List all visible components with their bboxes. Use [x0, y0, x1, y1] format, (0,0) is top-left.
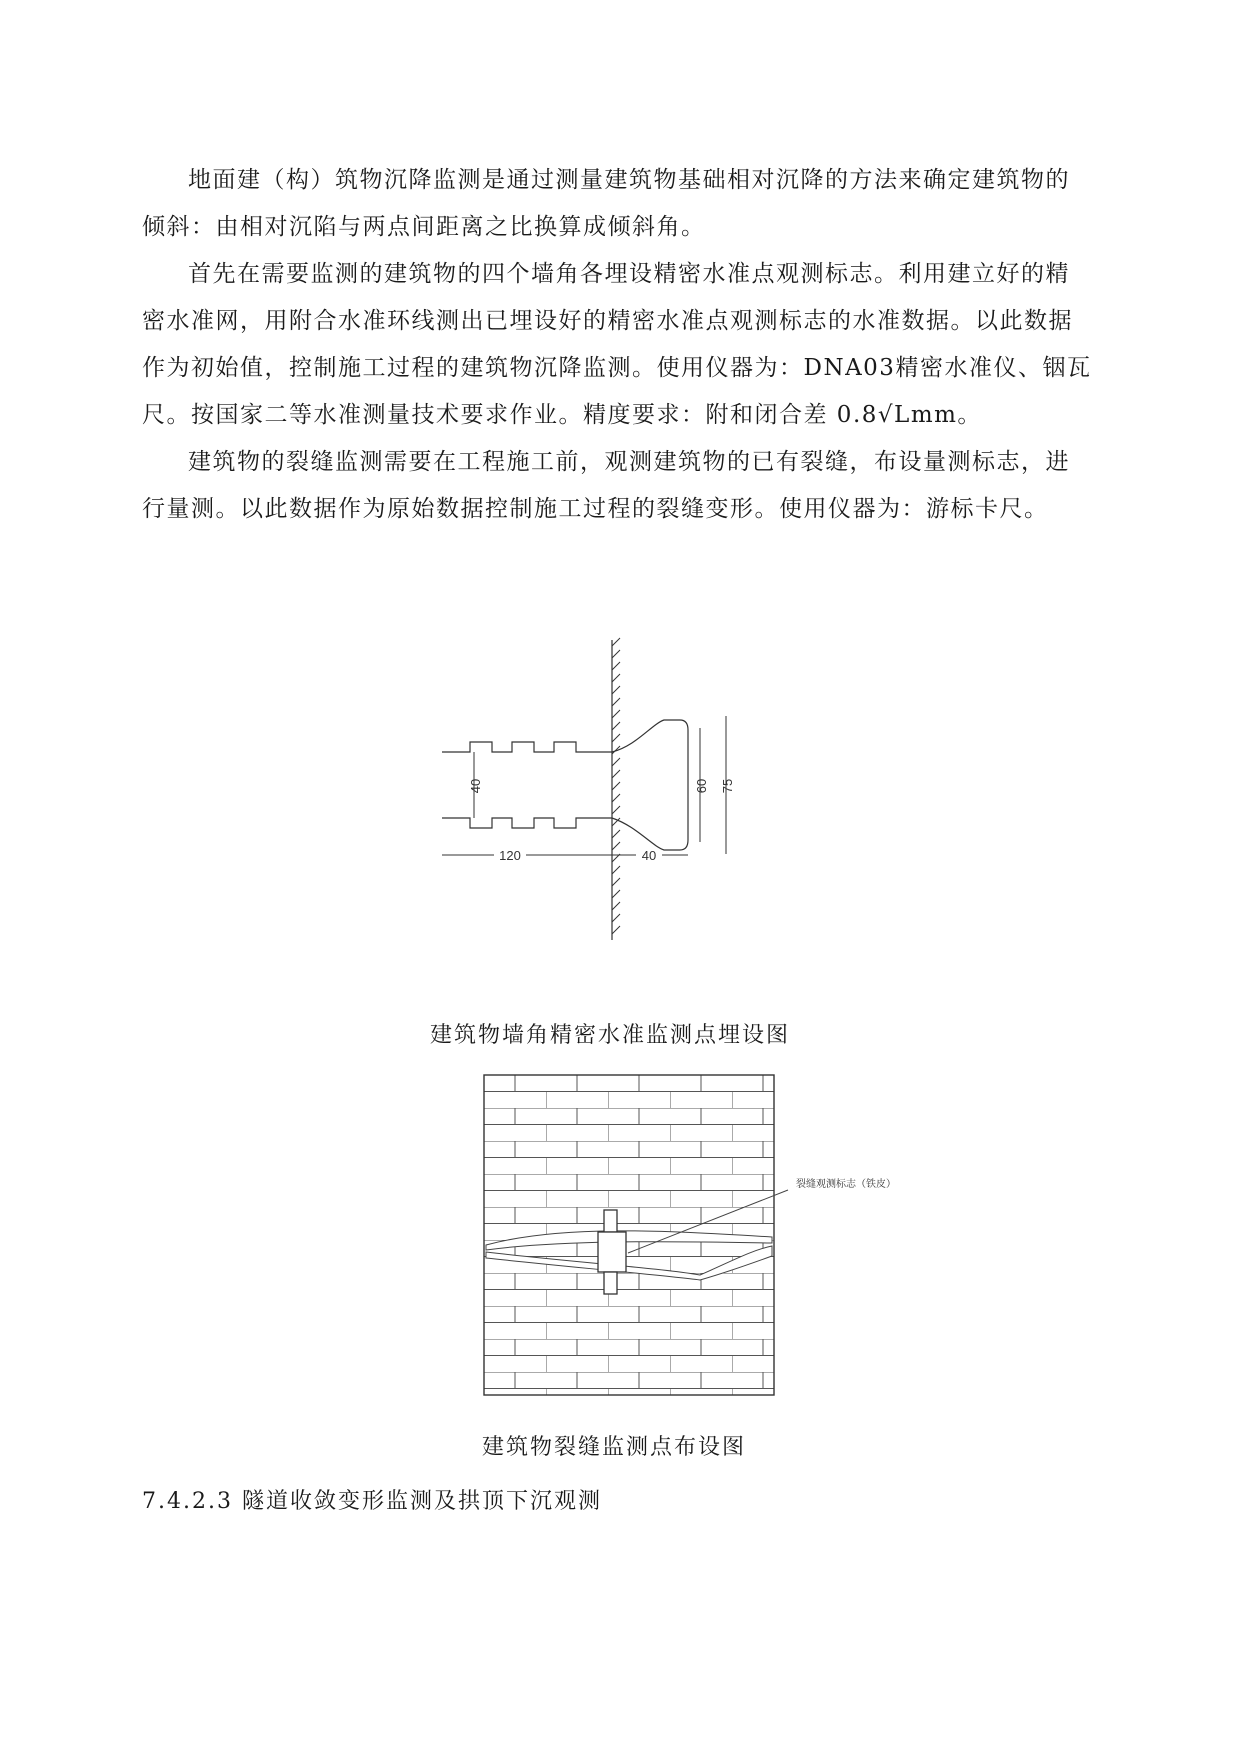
rod-bottom-edge	[442, 818, 612, 828]
rod-top-edge	[442, 742, 612, 752]
paragraph-line: 密水准网，用附合水准环线测出已埋设好的精密水准点观测标志的水准数据。以此数据	[142, 308, 1073, 334]
dim-label-120: 120	[499, 848, 521, 863]
paragraph-line: 地面建（构）筑物沉降监测是通过测量建筑物基础相对沉降的方法来确定建筑物的	[188, 167, 1070, 193]
wall-hatch	[612, 638, 620, 934]
marker-label: 裂缝观测标志（铁皮）	[796, 1179, 896, 1190]
paragraph-line: 首先在需要监测的建筑物的四个墙角各埋设精密水准点观测标志。利用建立好的精	[188, 261, 1070, 287]
marker-leader-line	[628, 1190, 788, 1253]
dim-label-75: 75	[720, 778, 735, 794]
crack-lower	[486, 1246, 772, 1280]
paragraph-line: 尺。按国家二等水准测量技术要求作业。精度要求：附和闭合差 0.8√Lmm。	[142, 402, 982, 428]
paragraph-line: 作为初始值，控制施工过程的建筑物沉降监测。使用仪器为：DNA03精密水准仪、铟瓦	[142, 355, 1092, 381]
dim-label-40-left: 40	[468, 778, 483, 794]
figure2-caption: 建筑物裂缝监测点布设图	[482, 1435, 747, 1460]
paragraph-settlement-intro	[142, 157, 1102, 251]
crack-upper	[486, 1231, 772, 1250]
brick-wall	[484, 1075, 774, 1395]
dim-label-40-bottom: 40	[641, 848, 657, 863]
paragraph-crack-monitoring	[142, 439, 1102, 533]
paragraph-line: 倾斜：由相对沉陷与两点间距离之比换算成倾斜角。	[142, 214, 706, 240]
section-heading: 7.4.2.3 隧道收敛变形监测及拱顶下沉观测	[142, 1489, 602, 1514]
benchmark-head	[612, 720, 688, 850]
crack-marker	[598, 1210, 626, 1294]
dim-label-60: 60	[694, 778, 709, 794]
paragraph-benchmark-setup	[142, 251, 1102, 439]
paragraph-line: 建筑物的裂缝监测需要在工程施工前，观测建筑物的已有裂缝，布设量测标志，进	[188, 449, 1070, 475]
figure1-caption: 建筑物墙角精密水准监测点埋设图	[430, 1023, 791, 1048]
paragraph-line: 行量测。以此数据作为原始数据控制施工过程的裂缝变形。使用仪器为：游标卡尺。	[142, 496, 1049, 522]
